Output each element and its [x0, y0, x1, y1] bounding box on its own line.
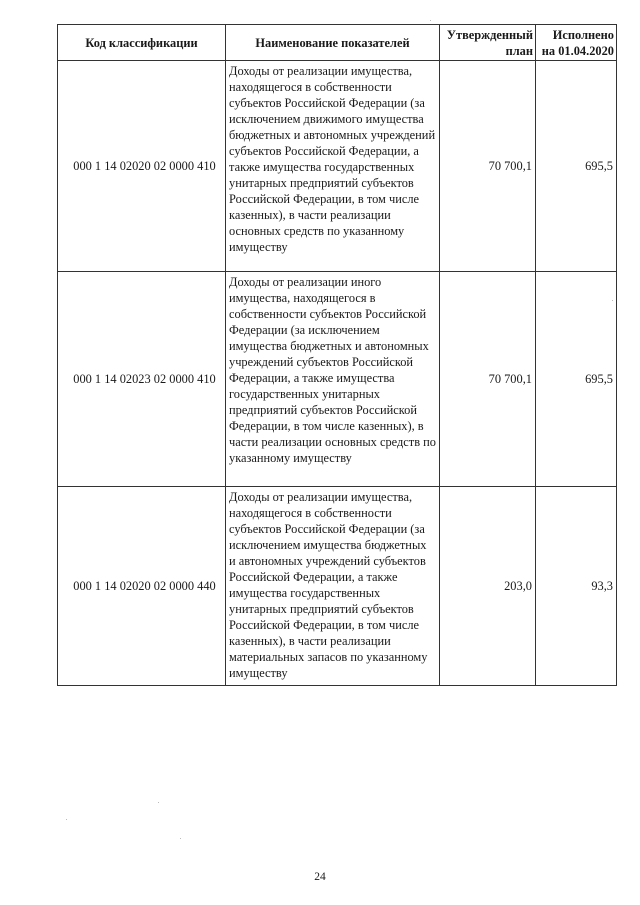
- row-done: 695,5: [536, 272, 617, 487]
- header-plan: [440, 25, 536, 61]
- row-plan: 70 700,1: [440, 61, 536, 272]
- header-plan-line2: план: [505, 43, 533, 58]
- row-plan: 70 700,1: [440, 272, 536, 487]
- table-header-row: [58, 25, 617, 61]
- row-name: Доходы от реализации иного имущества, находящегося в собственности субъектов Российской Федерации (за исключением имущества бюджетных и автономных учреждений субъектов Российской Федерации, а также имущества государственных унитарных предприятий субъектов Российской Федерации, в том числе казенных), в части реализации основных средств по указанному имуществу: [226, 272, 440, 487]
- table-row: [58, 272, 617, 487]
- header-done-line2: на 01.04.2020: [541, 43, 614, 58]
- scan-speck: [158, 802, 159, 803]
- page-number: 24: [314, 871, 326, 883]
- scan-speck: [612, 300, 613, 301]
- row-code: 000 1 14 02023 02 0000 410: [58, 272, 226, 487]
- row-done: 695,5: [536, 61, 617, 272]
- header-name: Наименование показателей: [226, 25, 440, 61]
- scan-speck: [66, 819, 67, 820]
- header-code: Код классификации: [58, 25, 226, 61]
- scan-speck: [180, 838, 181, 839]
- header-plan-line1: Утвержденный: [446, 27, 533, 42]
- budget-revenue-table: [57, 24, 617, 686]
- row-name: Доходы от реализации имущества, находящегося в собственности субъектов Российской Федерации (за исключением имущества бюджетных и автономных учреждений субъектов Российской Федерации, а также имущества государственных унитарных предприятий субъектов Российской Федерации, в том числе казенных), в части реализации материальных запасов по указанному имуществу: [226, 487, 440, 686]
- row-name: Доходы от реализации имущества, находящегося в собственности субъектов Российской Федерации (за исключением движимого имущества бюджетных и автономных учреждений субъектов Российской Федерации, а также имущества государственных унитарных предприятий субъектов Российской Федерации, в том числе казенных), в части реализации основных средств по указанному имуществу: [226, 61, 440, 272]
- table-row: [58, 61, 617, 272]
- scan-speck: [430, 20, 431, 21]
- header-done-line1: Исполнено: [552, 27, 614, 42]
- row-code: 000 1 14 02020 02 0000 440: [58, 487, 226, 686]
- header-done: [536, 25, 617, 61]
- row-done: 93,3: [536, 487, 617, 686]
- row-plan: 203,0: [440, 487, 536, 686]
- row-code: 000 1 14 02020 02 0000 410: [58, 61, 226, 272]
- table-row: [58, 487, 617, 686]
